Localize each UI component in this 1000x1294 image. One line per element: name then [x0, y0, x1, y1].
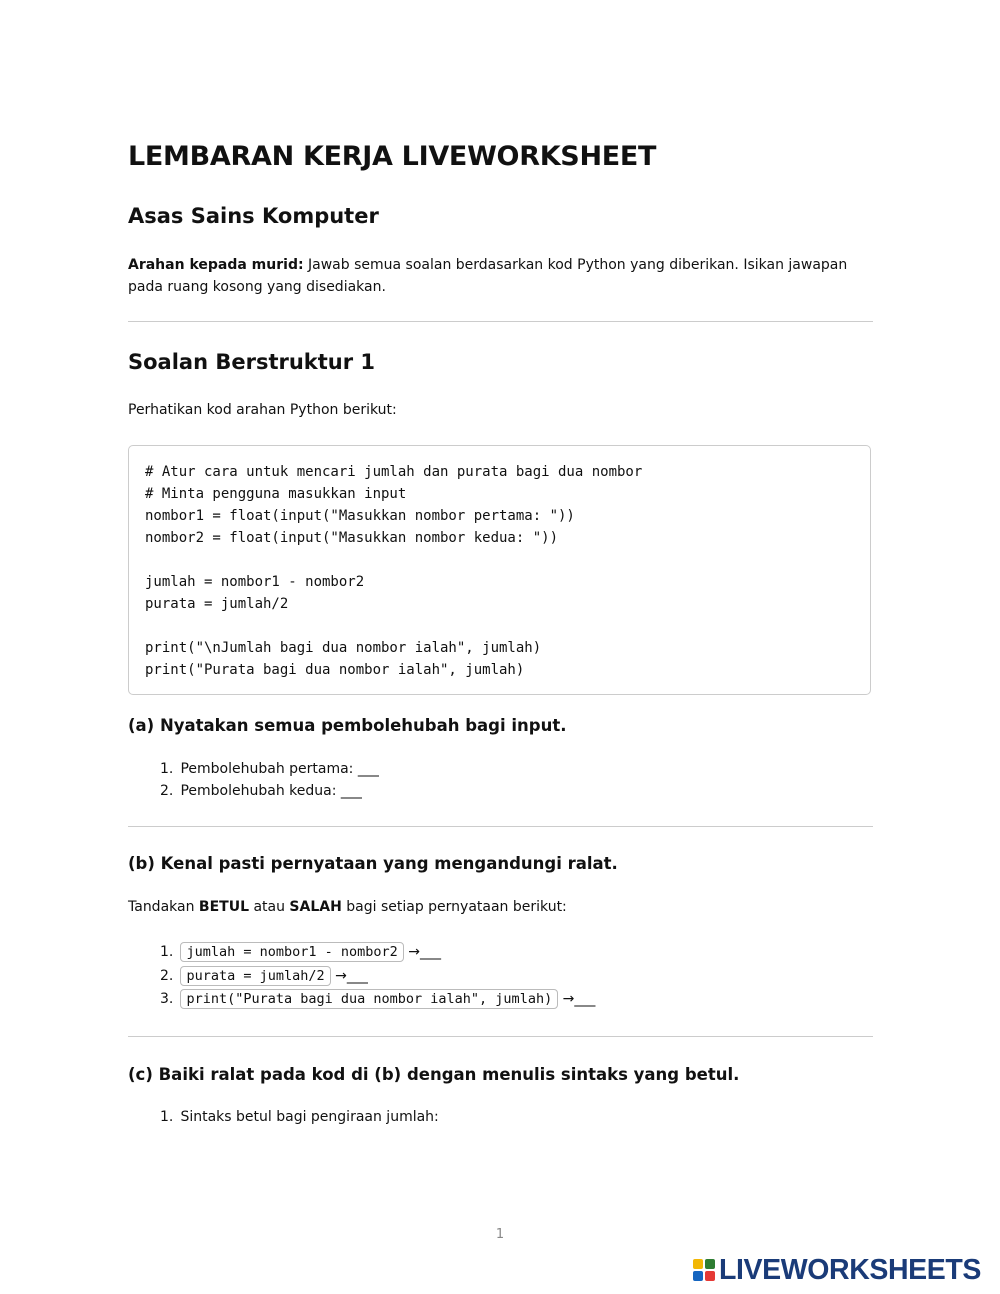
arrow-icon: →: [408, 944, 420, 960]
answer-blank[interactable]: ___: [340, 783, 362, 799]
code-line: print("Purata bagi dua nombor ialah", jumlah): [145, 662, 525, 678]
note-text: Tandakan: [128, 899, 199, 915]
page-number: 1: [495, 1227, 505, 1242]
code-line: print("\nJumlah bagi dua nombor ialah", jumlah): [145, 640, 542, 656]
note-text: atau: [249, 899, 290, 915]
statement-code: print("Purata bagi dua nombor ialah", jumlah): [180, 989, 558, 1009]
statement-code: purata = jumlah/2: [180, 966, 330, 986]
item-number: 1.: [160, 1109, 174, 1125]
code-line: # Atur cara untuk mencari jumlah dan purata bagi dua nombor: [145, 464, 643, 480]
item-number: 1.: [160, 944, 174, 960]
code-intro: Perhatikan kod arahan Python berikut:: [128, 402, 397, 418]
code-line: jumlah = nombor1 - nombor2: [145, 574, 365, 590]
betul-keyword: BETUL: [198, 899, 249, 915]
statement-code: jumlah = nombor1 - nombor2: [180, 942, 403, 962]
code-line: nombor2 = float(input("Masukkan nombor kedua: ")): [145, 530, 559, 546]
code-line: # Minta pengguna masukkan input: [145, 486, 407, 502]
python-code-block: [128, 445, 871, 695]
brand-name: LIVEWORKSHEETS: [719, 1253, 982, 1286]
answer-blank[interactable]: ___: [574, 991, 596, 1007]
code-line: purata = jumlah/2: [145, 596, 289, 612]
logo-square-icon: [705, 1271, 715, 1281]
list-item: [160, 941, 595, 965]
student-instructions: [128, 254, 873, 298]
arrow-icon: →: [562, 991, 575, 1007]
list-item: [160, 780, 379, 802]
part-c-list: [160, 1106, 439, 1128]
item-label: Pembolehubah pertama:: [180, 761, 354, 777]
code-line: [145, 549, 854, 571]
subject-subtitle: Asas Sains Komputer: [128, 204, 379, 228]
divider: [128, 826, 873, 827]
list-item: [160, 758, 379, 780]
item-number: 1.: [160, 761, 174, 777]
part-c-heading: (c) Baiki ralat pada kod di (b) dengan menulis sintaks yang betul.: [128, 1065, 740, 1084]
worksheet-title: LEMBARAN KERJA LIVEWORKSHEET: [128, 141, 657, 172]
answer-blank[interactable]: ___: [357, 761, 379, 777]
list-item: [160, 988, 595, 1012]
part-b-list: [160, 941, 595, 1012]
item-number: 3.: [160, 991, 174, 1007]
code-line: [145, 615, 854, 637]
instructions-label: Arahan kepada murid:: [128, 257, 304, 273]
logo-square-icon: [693, 1271, 703, 1281]
code-line: nombor1 = float(input("Masukkan nombor pertama: ")): [145, 508, 575, 524]
divider: [128, 321, 873, 322]
part-b-note: [128, 896, 567, 918]
list-item: [160, 965, 595, 989]
section-heading: Soalan Berstruktur 1: [128, 350, 376, 374]
logo-square-icon: [705, 1259, 715, 1269]
answer-blank[interactable]: ___: [419, 944, 441, 960]
list-item: [160, 1106, 439, 1128]
item-label: Pembolehubah kedua:: [180, 783, 337, 799]
arrow-icon: →: [335, 967, 347, 984]
liveworksheets-logo: [693, 1254, 981, 1286]
instructions-text: Jawab semua soalan berdasarkan kod Python yang diberikan. Isikan jawapan pada ruang kosong yang disediakan.: [128, 257, 848, 295]
logo-square-icon: [693, 1259, 703, 1269]
salah-keyword: SALAH: [289, 899, 342, 915]
item-label: Sintaks betul bagi pengiraan jumlah:: [180, 1109, 439, 1125]
item-number: 2.: [160, 967, 174, 984]
item-number: 2.: [160, 783, 174, 799]
part-b-heading: (b) Kenal pasti pernyataan yang mengandungi ralat.: [128, 854, 618, 873]
logo-icon: [693, 1259, 715, 1281]
part-a-heading: (a) Nyatakan semua pembolehubah bagi input.: [128, 716, 567, 735]
part-a-list: [160, 758, 379, 802]
answer-blank[interactable]: ___: [346, 967, 368, 984]
divider: [128, 1036, 873, 1037]
note-text: bagi setiap pernyataan berikut:: [341, 899, 567, 915]
